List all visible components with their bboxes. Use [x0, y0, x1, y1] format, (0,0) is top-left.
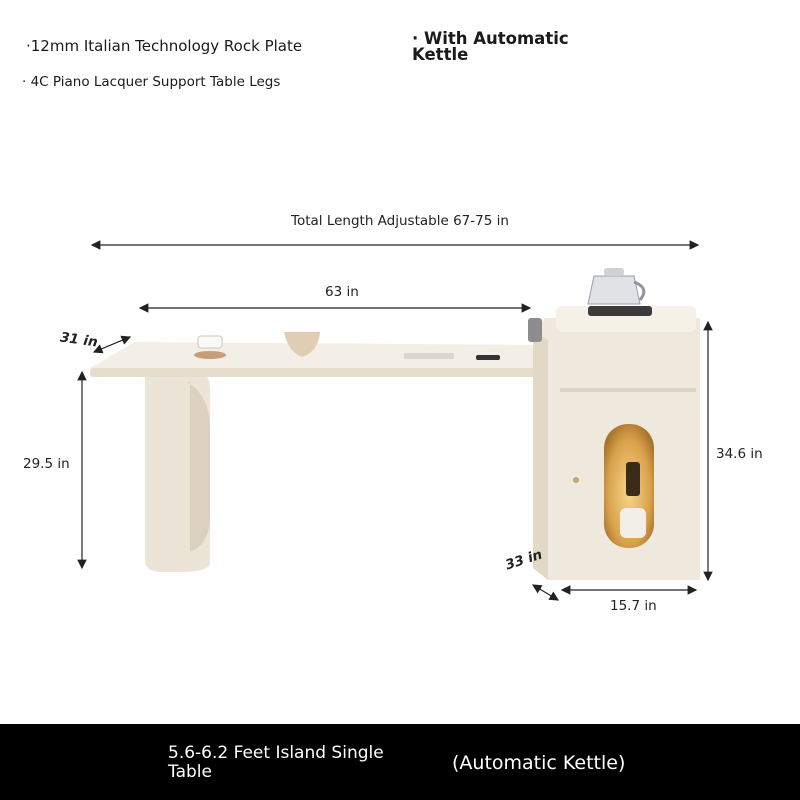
feature-rock-plate: ·12mm Italian Technology Rock Plate: [26, 37, 303, 55]
cabinet-height-label: 34.6 in: [716, 446, 763, 462]
cabinet-depth-label: 33 in: [503, 546, 545, 574]
footer-banner: [0, 724, 800, 800]
kettle-note: (Automatic Kettle): [452, 752, 626, 774]
automatic-kettle: [588, 268, 652, 316]
feature-table-legs: · 4C Piano Lacquer Support Table Legs: [22, 74, 281, 90]
product-title: 5.6-6.2 Feet Island Single Table: [168, 743, 384, 782]
kettle-cabinet: [528, 306, 700, 580]
cabinet-depth-arrow: [533, 585, 558, 600]
table-height-label: 29.5 in: [23, 456, 70, 472]
table-depth-label: 31 in: [59, 329, 99, 351]
cabinet-width-label: 15.7 in: [610, 598, 657, 614]
feature-kettle: · With Automatic Kettle: [412, 29, 569, 64]
table-length-label: 63 in: [325, 284, 359, 300]
table-leg: [145, 375, 210, 572]
total-length-label: Total Length Adjustable 67-75 in: [291, 213, 509, 229]
